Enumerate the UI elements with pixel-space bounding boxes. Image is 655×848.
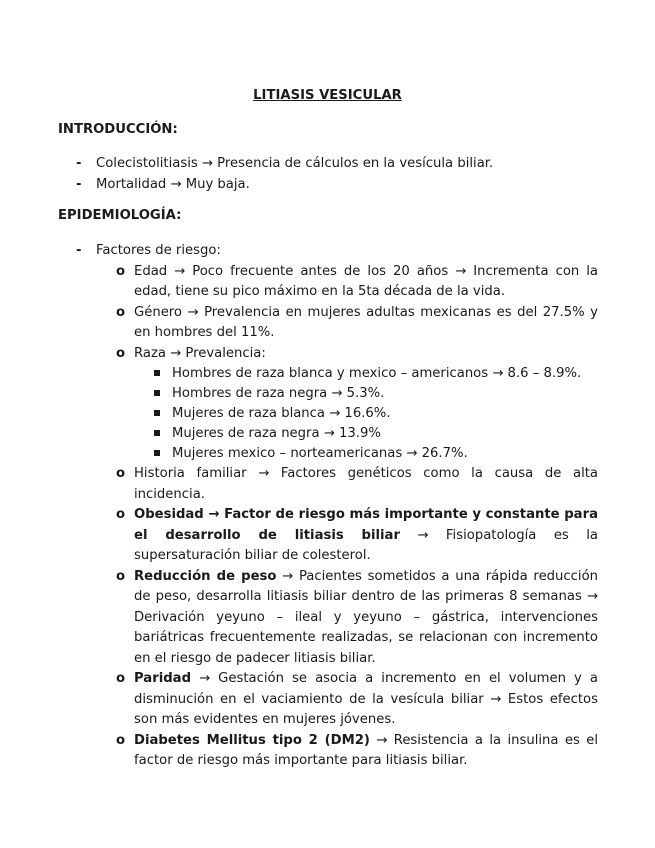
raza-list [134,364,598,464]
list-item: o Reducción de peso → Pacientes sometidos a una rápida reducción de peso, desarrolla litiasis biliar dentro de las primeras 8 semanas → Derivación yeyuno – ileal y yeyuno – gástrica, intervenciones bariátricas frecuentemente realizadas, se relacionan con incremento en el riesgo de padecer litiasis biliar. [116,568,598,666]
factores-list [96,262,598,772]
list-item: o Historia familiar → Factores genéticos como la causa de alta incidencia. [116,466,598,502]
square-bullet-icon [154,370,160,376]
epi-heading: EPIDEMIOLOGÍA: [58,208,182,223]
dash-bullet-icon: - [76,176,82,192]
list-item: o Edad → Poco frecuente antes de los 20 años → Incrementa con la edad, tiene su pico máximo en la 5ta década de la vida. [116,263,598,299]
list-item [58,241,598,772]
circle-bullet-icon: o [116,263,126,279]
list-item: o Paridad → Gestación se asocia a incremento en el volumen y a disminución en el vaciamiento de la vesícula biliar → Estos efectos son más evidentes en mujeres jóvenes. [116,671,598,727]
list-item: Hombres de raza negra → 5.3%. [134,384,598,404]
circle-bullet-icon: o [116,466,126,481]
list-item: - Colecistolitiasis → Presencia de cálculos en la vesícula biliar. [58,154,598,175]
epi-list [58,241,598,772]
circle-bullet-icon: o [116,345,126,361]
dash-bullet-icon: - [76,156,82,171]
list-item: o Raza → Prevalencia: Hombres de raza blanca y mexico – americanos → 8.6 – 8.9%. Hombres de raza negra → 5.3%. Mujeres de raza blanca → 16.6%. Mujeres de raza negra → 13.9% Mujeres mexico – norteamericanas → 26.7%. [96,344,598,465]
square-bullet-icon [154,430,160,436]
dash-bullet-icon: - [76,243,82,258]
factores-label: Factores de riesgo: [96,243,221,258]
circle-bullet-icon: o [116,732,126,748]
list-item: Hombres de raza blanca y mexico – americanos → 8.6 – 8.9%. [134,364,598,384]
square-bullet-icon [154,410,160,416]
page-title: LITIASIS VESICULAR [253,88,402,103]
circle-bullet-icon: o [116,507,126,522]
square-bullet-icon [154,450,160,456]
list-item: Mujeres mexico – norteamericanas → 26.7%. [134,444,598,464]
circle-bullet-icon: o [116,568,126,584]
list-item: o Obesidad → Factor de riesgo más importante y constante para el desarrollo de litiasis biliar → Fisiopatología es la supersaturación biliar de colesterol. [116,507,599,563]
circle-bullet-icon: o [116,304,126,320]
list-item: Mujeres de raza blanca → 16.6%. [134,404,598,424]
square-bullet-icon [154,390,160,396]
intro-heading: INTRODUCCIÓN: [58,122,178,137]
list-item: o Género → Prevalencia en mujeres adultas mexicanas es del 27.5% y en hombres del 11%. [116,304,598,340]
list-item: - Mortalidad → Muy baja. [58,175,598,196]
list-item: Mujeres de raza negra → 13.9% [134,424,598,444]
list-item: o Diabetes Mellitus tipo 2 (DM2) → Resistencia a la insulina es el factor de riesgo más importante para litiasis biliar. [116,732,598,768]
intro-list [58,154,598,195]
circle-bullet-icon: o [116,671,126,686]
